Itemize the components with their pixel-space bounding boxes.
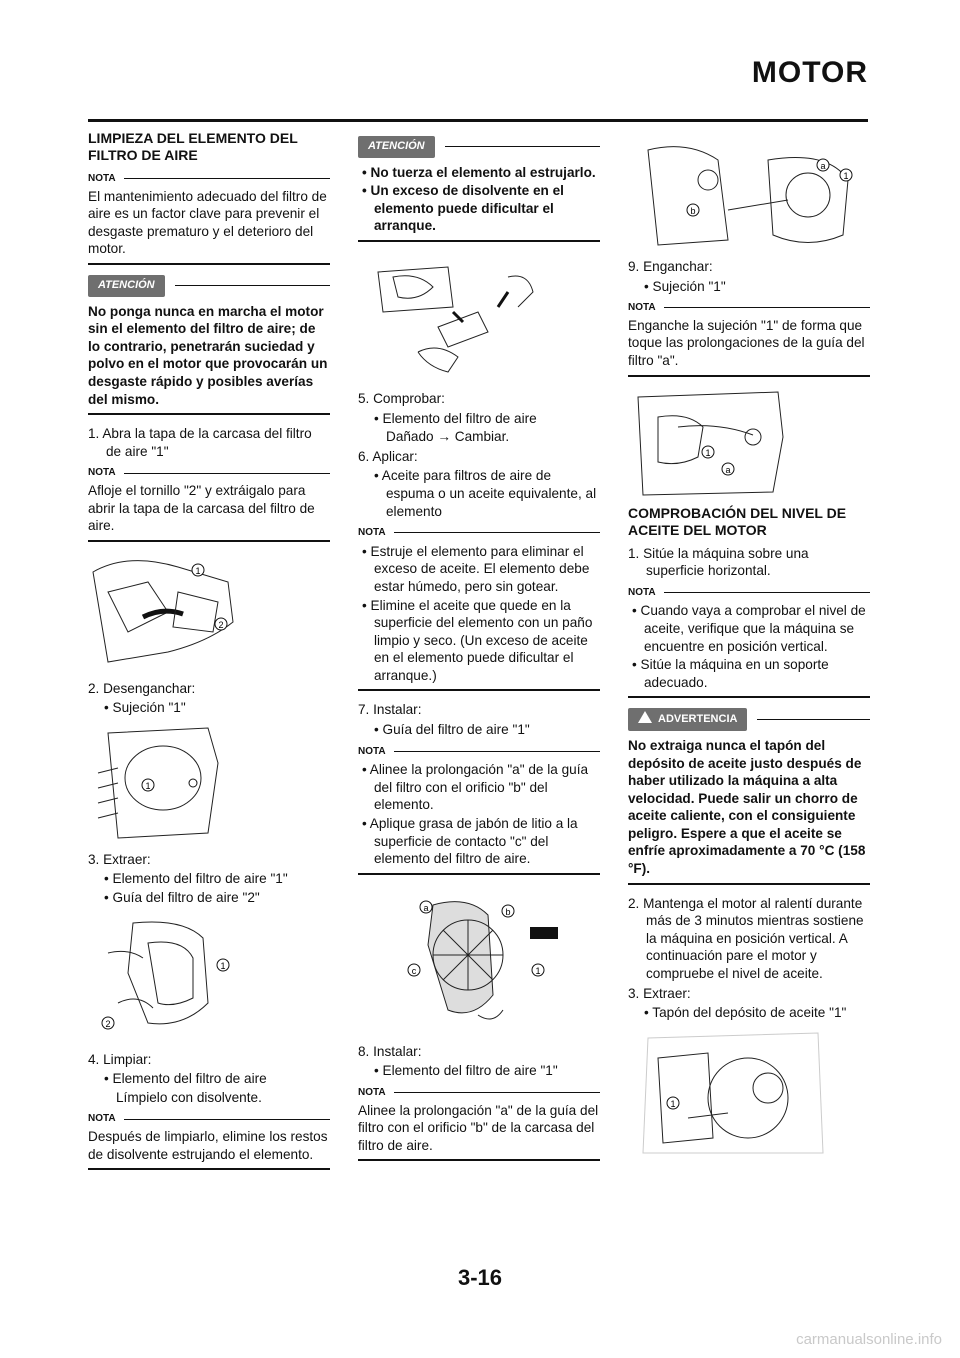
bullet: • Guía del filtro de aire "1" <box>374 722 530 738</box>
sub-text: Dañado → Cambiar. <box>386 429 510 445</box>
page-number: 3-16 <box>457 1265 503 1290</box>
warning-icon <box>638 711 652 723</box>
figure-clamp-airbox <box>628 140 870 250</box>
note-header: NOTA <box>88 464 330 482</box>
note-header: NOTA <box>628 299 870 317</box>
section-heading-oil-level: COMPROBACIÓN DEL NIVEL DE ACEITE DEL MOTOR <box>628 504 847 538</box>
svg-text:1: 1 <box>843 171 849 181</box>
svg-text:1: 1 <box>535 965 541 976</box>
svg-text:1: 1 <box>145 780 151 791</box>
page-header-title: MOTOR <box>751 56 868 89</box>
step-9: 9. Enganchar: <box>628 259 713 274</box>
note-text: Afloje el tornillo "2" y extráigalo para abrir la tapa de la carcasa del filtro de aire. <box>88 482 315 534</box>
svg-text:b: b <box>505 906 511 917</box>
figure-engine-oil-plug <box>628 1028 870 1158</box>
column-3 <box>628 130 870 1166</box>
bullet: • Elemento del filtro de aire <box>104 1071 267 1087</box>
attention-header: ATENCIÓN <box>358 136 600 158</box>
note-text: Alinee la prolongación "a" de la guía del filtro con el orificio "b" de la carcasa del filtro de aire. <box>358 1102 599 1153</box>
bullet: • Elemento del filtro de aire "1" <box>104 871 288 887</box>
note-text: Enganche la sujeción "1" de forma que toque las prolongaciones de la guía del filtro "a". <box>628 317 865 368</box>
note-text: El mantenimiento adecuado del filtro de aire es un factor clave para prevenir el desgaste prematuro y el deterioro del motor. <box>88 188 327 257</box>
step-3: 3. Extraer: <box>628 985 691 1001</box>
bullet: • Tapón del depósito de aceite "1" <box>644 1005 847 1021</box>
bullet: • Aceite para filtros de aire de espuma o un aceite equivalente, al elemento <box>374 468 597 519</box>
step-1: 1. Abra la tapa de la carcasa del filtro de aire "1" <box>88 426 312 459</box>
bullet: • Sujeción "1" <box>104 700 186 716</box>
attention-bullet: • Un exceso de disolvente en el elemento puede dificultar el arranque. <box>362 183 564 234</box>
attention-header: ATENCIÓN <box>88 275 330 297</box>
note-header: NOTA <box>358 1084 600 1102</box>
step-8: 8. Instalar: <box>358 1043 422 1059</box>
note-text: Después de limpiarlo, elimine los restos de disolvente estrujando el elemento. <box>88 1129 328 1162</box>
note-bullet: • Elimine el aceite que quede en la superficie del elemento con un paño limpio y seco. (Un exceso de aceite en el elemento puede dificultar el arranque.) <box>362 597 593 683</box>
svg-text:1: 1 <box>705 447 711 458</box>
note-bullet: • Estruje el elemento para eliminar el exceso de aceite. El elemento debe estar húmedo, pero sin gotear. <box>362 543 590 594</box>
sub-text: Límpielo con disolvente. <box>116 1089 262 1105</box>
figure-cleaning-element <box>358 252 600 382</box>
column-1 <box>88 130 330 1180</box>
note-bullet: • Sitúe la máquina en un soporte adecuado. <box>632 657 829 690</box>
note-bullet: • Aplique grasa de jabón de litio a la superficie de contacto "c" del elemento del filtro de aire. <box>362 816 578 867</box>
warning-header: ADVERTENCIA <box>628 708 870 731</box>
step-2: 2. Mantenga el motor al ralentí durante más de 3 minutos mientras sostiene la máquina en posición vertical. A continuación pare el motor y compruebe el nivel de aceite. <box>628 895 864 982</box>
step-3: 3. Extraer: <box>88 851 151 867</box>
figure-filter-clamp <box>88 723 330 843</box>
warning-text: No extraiga nunca el tapón del depósito de aceite justo después de haber utilizado la máquina a alta velocidad. Puede salir un chorro de aceite caliente, con el consiguiente peligro. Espere a que el aceite se enfríe aproximadamente a 70 °C (158 °F). <box>628 737 866 877</box>
figure-filter-guide-install <box>358 885 600 1035</box>
figure-filter-removal <box>88 913 330 1043</box>
step-6: 6. Aplicar: <box>358 448 418 464</box>
header-rule <box>88 119 868 122</box>
svg-text:a: a <box>820 161 826 171</box>
bullet: • Elemento del filtro de aire <box>374 410 537 426</box>
note-header: NOTA <box>88 1110 330 1128</box>
watermark: carmanualsonline.info <box>796 1331 942 1348</box>
figure-filter-clamp-hooked <box>628 387 870 497</box>
column-2 <box>358 130 600 1171</box>
step-1: 1. Sitúe la máquina sobre una superficie horizontal. <box>628 545 809 579</box>
svg-text:2: 2 <box>105 1018 111 1029</box>
bullet: • Sujeción "1" <box>644 278 726 294</box>
attention-bullet: • No tuerza el elemento al estrujarlo. <box>362 164 596 180</box>
note-header: NOTA <box>358 743 600 761</box>
note-bullet: • Alinee la prolongación "a" de la guía del filtro con el orificio "b" del elemento. <box>362 762 589 813</box>
svg-text:1: 1 <box>670 1098 676 1109</box>
step-5: 5. Comprobar: <box>358 390 445 406</box>
svg-text:2: 2 <box>218 619 224 630</box>
svg-text:a: a <box>725 464 731 475</box>
step-7: 7. Instalar: <box>358 702 422 718</box>
svg-text:1: 1 <box>195 565 201 576</box>
bullet: • Elemento del filtro de aire "1" <box>374 1063 558 1079</box>
step-4: 4. Limpiar: <box>88 1051 152 1067</box>
note-header: NOTA <box>628 584 870 602</box>
section-heading-air-filter: LIMPIEZA DEL ELEMENTO DEL FILTRO DE AIRE <box>88 130 298 163</box>
step-2: 2. Desenganchar: <box>88 680 196 696</box>
note-header: NOTA <box>358 524 600 542</box>
note-bullet: • Cuando vaya a comprobar el nivel de aceite, verifique que la máquina se encuentre en posición vertical. <box>632 603 866 654</box>
note-header: NOTA <box>88 170 330 188</box>
svg-text:b: b <box>690 206 696 216</box>
svg-text:a: a <box>423 902 429 913</box>
attention-text: No ponga nunca en marcha el motor sin el elemento del filtro de aire; de lo contrario, penetrarán suciedad y polvo en el motor que provocarán un desgaste rápido y posibles averías del mismo. <box>88 303 328 407</box>
bullet: • Guía del filtro de aire "2" <box>104 890 260 906</box>
svg-text:c: c <box>411 965 417 976</box>
svg-text:1: 1 <box>220 960 226 971</box>
figure-airbox-cover <box>88 552 330 672</box>
